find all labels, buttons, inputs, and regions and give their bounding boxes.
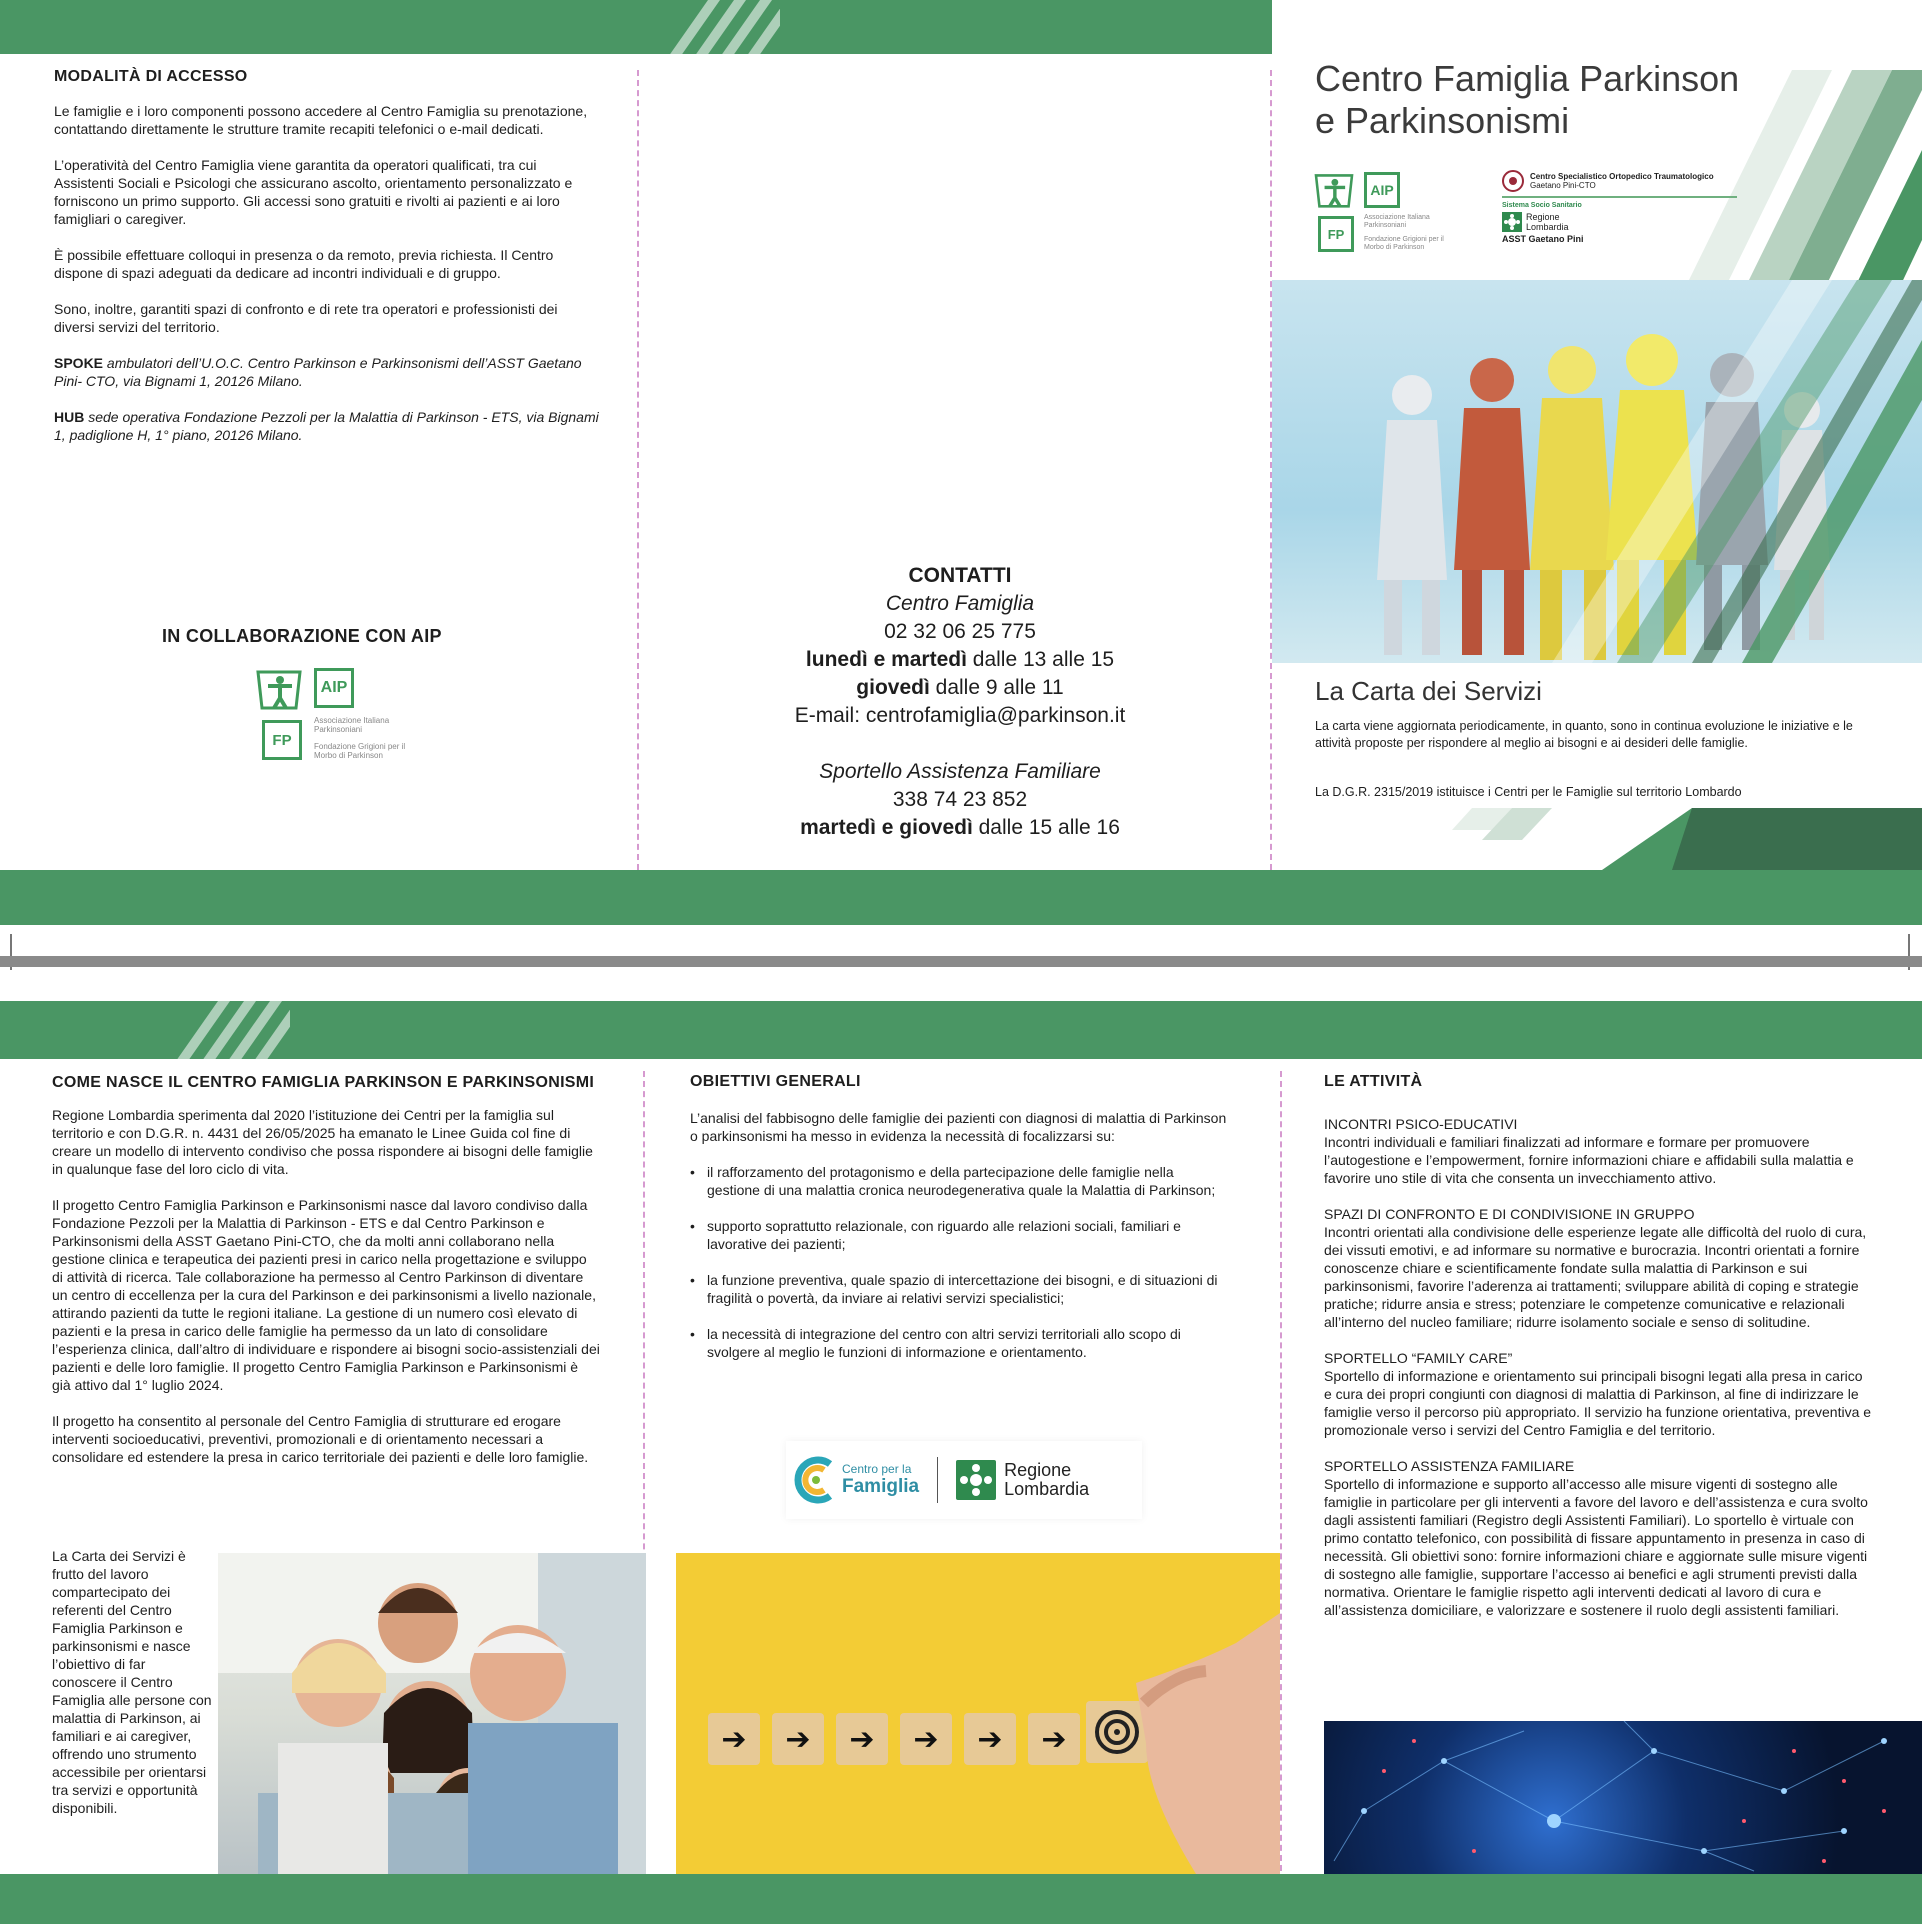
band-stripes [170, 1001, 290, 1059]
origin-panel [52, 1073, 600, 1484]
sistema-label: Sistema Socio Sanitario [1502, 202, 1582, 209]
cover-title-line: e Parkinsonismi [1315, 100, 1570, 141]
objective-text: il rafforzamento del protagonismo e della partecipazione delle famiglie nella gestione di una malattia cronica neurodegenerativa quale la Malattia di Parkinson; [707, 1164, 1216, 1198]
aip-caption: Associazione Italiana Parkinsoniani [314, 716, 390, 734]
activity-item [1324, 1349, 1872, 1439]
person-icon [256, 668, 302, 710]
hours-days: giovedì [856, 676, 930, 699]
contact-phone-1[interactable]: 02 32 06 25 775 [884, 620, 1036, 643]
contact-email[interactable]: E-mail: centrofamiglia@parkinson.it [794, 704, 1126, 727]
arrows-target-photo [676, 1553, 1280, 1874]
aip-mark: AIP [314, 668, 354, 708]
cto-line1: Centro Specialistico Ortopedico Traumatologico [1530, 172, 1714, 181]
brochure-inner-side [0, 1001, 1922, 1924]
fp-mark: FP [262, 720, 302, 760]
contact-hours-1 [700, 646, 1220, 674]
activity-heading: SPORTELLO “FAMILY CARE” [1324, 1350, 1513, 1366]
activity-item [1324, 1457, 1872, 1619]
asst-logo-block [1502, 170, 1742, 244]
network-photo [1324, 1721, 1922, 1874]
contact-centro: Centro Famiglia [885, 592, 1035, 615]
sheet-divider [0, 956, 1922, 967]
access-title: MODALITÀ DI ACCESSO [54, 68, 248, 85]
cto-seal-icon [1502, 170, 1524, 192]
activity-heading: SPAZI DI CONFRONTO E DI CONDIVISIONE IN GRUPPO [1324, 1206, 1695, 1222]
fp-caption: Fondazione Grigioni per il Morbo di Parkinson [314, 742, 406, 760]
spoke-address [54, 354, 599, 390]
hours-time: dalle 13 alle 15 [966, 648, 1115, 671]
activities-panel [1324, 1073, 1872, 1637]
arrows-target-image [676, 1553, 1280, 1874]
fp-mark: FP [1318, 216, 1354, 252]
objective-item: • la necessità di integrazione del centro con altri servizi territoriali allo scopo di svolgere al meglio le funzioni di informazione e orientamento. [690, 1326, 1181, 1360]
objective-text: supporto soprattutto relazionale, con riguardo alle relazioni sociali, familiari e lavorative dei pazienti; [707, 1218, 1181, 1252]
regione-lombardia-icon [956, 1460, 996, 1500]
svg-text:➔: ➔ [785, 1722, 811, 1757]
access-paragraph: Le famiglie e i loro componenti possono accedere al Centro Famiglia su prenotazione, contattando direttamente le strutture tramite recapiti telefonici o e-mail dedicati. [54, 103, 588, 137]
collaboration-title: IN COLLABORAZIONE CON AIP [162, 626, 442, 646]
origin-paragraph: Regione Lombardia sperimenta dal 2020 l’istituzione dei Centri per la famiglia sul territorio e con D.G.R. n. 4431 del 26/05/2025 ha emanato le Linee Guida col fine di creare un modello di intervento condiviso che possa rispondere ai bisogni delle famiglie in qualunque fase del loro ciclo di vita. [52, 1107, 593, 1177]
access-panel [54, 68, 599, 462]
origin-carta-paragraph: La Carta dei Servizi è frutto del lavoro compartecipato dei referenti del Centro Famiglia Parkinson e parkinsonismi e nasce l’obiettivo di far conoscere il Centro Famiglia alle persone con malattia di Parkinson, ai familiari e ai caregiver, offrendo uno strumento accessibile per orientarsi tra servizi e opportunità disponibili. [52, 1548, 212, 1816]
hours-time: dalle 15 alle 16 [972, 816, 1120, 839]
svg-text:➔: ➔ [1041, 1722, 1067, 1757]
svg-text:➔: ➔ [721, 1722, 747, 1757]
hours-time: dalle 9 alle 11 [929, 676, 1064, 699]
activity-item [1324, 1115, 1872, 1187]
dgr-text: La D.G.R. 2315/2019 istituisce i Centri per le Famiglie sul territorio Lombardo [1315, 785, 1742, 799]
contacts-block [700, 562, 1220, 842]
activity-text: Incontri individuali e familiari finalizzati ad informare e formare per promuovere l’autogestione e l’empowerment, fornire informazioni chiare e affidabili sulla malattia e favorire uno stile di vita che consenta un invecchiamento attivo. [1324, 1134, 1854, 1186]
objective-item: • il rafforzamento del protagonismo e della partecipazione delle famiglie nella gestione di una malattia cronica neurodegenerativa quale la Malattia di Parkinson; [690, 1164, 1216, 1198]
paper-people-photo [1272, 280, 1922, 663]
access-paragraph: L’operatività del Centro Famiglia viene garantita da operatori qualificati, tra cui Assistenti Sociali e Psicologi che assicurano ascolto, orientamento personalizzato e forniscono un primo supporto. Gli accessi sono gratuiti e rivolti ai pazienti e ai loro famigliari o caregiver. [54, 157, 573, 227]
objectives-list [690, 1163, 1230, 1361]
bottom-green-band [0, 870, 1922, 925]
svg-text:➔: ➔ [977, 1722, 1003, 1757]
activity-text: Sportello di informazione e orientamento sui principali bisogni legati alla presa in carico e cura dei propri congiunti con diagnosi di malattia di Parkinson, al fine di indirizzare le famiglie verso il percorso più appropriato. Il servizio ha funzione orientativa, preventiva e promozionale verso i servizi del Centro Famiglia e del territorio. [1324, 1368, 1872, 1438]
carta-title: La Carta dei Servizi [1315, 676, 1542, 706]
svg-text:➔: ➔ [913, 1722, 939, 1757]
fold-line-left [637, 70, 639, 870]
bottom-green-band [0, 1874, 1922, 1924]
spoke-label: SPOKE [54, 355, 104, 371]
contact-phone-2[interactable]: 338 74 23 852 [892, 788, 1028, 811]
cover-title-line: Centro Famiglia Parkinson [1315, 58, 1740, 99]
band-stripes [660, 0, 780, 54]
regione-line1: Regione [1526, 212, 1560, 222]
regione-line2: Lombardia [1526, 222, 1569, 232]
objectives-title: OBIETTIVI GENERALI [690, 1073, 861, 1090]
contact-sportello: Sportello Assistenza Familiare [819, 760, 1101, 783]
rl-line1: Regione [1004, 1460, 1072, 1480]
brochure-outer-side [0, 0, 1922, 925]
objective-text: la funzione preventiva, quale spazio di intercettazione dei bisogni, e di situazioni di fragilità o povertà, da inviare ai relativi servizi specialistici; [707, 1272, 1218, 1306]
regione-lombardia-icon [1502, 212, 1522, 232]
origin-paragraph: Il progetto Centro Famiglia Parkinson e Parkinsonismi nasce dal lavoro condiviso dalla Fondazione Pezzoli per la Malattia di Parkinson - ETS e dal Centro Parkinson e Parkinsonismi della ASST Gaetano Pini-CTO, che da molti anni collaborano nella gestione clinica e terapeutica dei pazienti presi in carico nella progettazione e sviluppo di attività di ricerca. Tale collaborazione ha permesso al Centro Parkinson di diventare un centro di eccellenza per la cura del Parkinson e dei parkinsonismi a livello nazionale, attirando pazienti da tutte le regioni italiane. La gestione di un numero così elevato di pazienti e la presa in carico delle famiglie ha permesso da un lato di consolidare l’esperienza clinica, dall’altro di individuare e rispondere ai bisogni socio-assistenziali dei pazienti e delle loro famiglie. Il progetto Centro Famiglia Parkinson e Parkinsonismi è già attivo dal 1° luglio 2024. [52, 1197, 600, 1393]
objectives-panel [690, 1073, 1230, 1379]
family-photo [218, 1553, 646, 1874]
objectives-intro: L’analisi del fabbisogno delle famiglie dei pazienti con diagnosi di malattia di Parkinson o parkinsonismi ha messo in evidenza la necessità di focalizzarsi su: [690, 1110, 1227, 1144]
contact-hours-2 [700, 674, 1220, 702]
fold-line-right [1280, 1071, 1282, 1871]
network-image [1324, 1721, 1922, 1874]
asst-label: ASST Gaetano Pini [1502, 234, 1584, 244]
hub-address [54, 408, 599, 444]
partner-logos [786, 1441, 1142, 1519]
activity-item [1324, 1205, 1872, 1331]
contacts-title: CONTATTI [908, 564, 1012, 587]
access-paragraph: È possibile effettuare colloqui in presenza o da remoto, previa richiesta. Il Centro dispone di spazi adeguati da dedicare ad incontri individuali e di gruppo. [54, 247, 554, 281]
objective-text: la necessità di integrazione del centro con altri servizi territoriali allo scopo di svolgere al meglio le funzioni di informazione e orientamento. [707, 1326, 1181, 1360]
aip-logo-small [1314, 170, 1464, 260]
fp-caption: Fondazione Grigioni per il Morbo di Parkinson [1364, 236, 1444, 251]
hub-label: HUB [54, 409, 85, 425]
activity-heading: INCONTRI PSICO-EDUCATIVI [1324, 1116, 1518, 1132]
activity-text: Sportello di informazione e supporto all’accesso alle misure vigenti di sostegno alle famiglie in particolare per gli interventi a favore del lavoro e dell’assistenza e cura svolto dagli assistenti familiari (Registro degli Assistenti Familiari). Lo sportello è virtuale con primo contatto telefonico, con possibilità di fissare appuntamento in presenza in caso di necessità. Gli obiettivi sono: fornire informazioni chiare e aggiornate sulle misure vigenti di sostegno alle famiglie, supportare l’accesso ai benefici e agli strumenti previsti dalla normativa. Orientare le famiglie rispetto agli interventi dedicati al lavoro di cura e all’assistenza domiciliare, e valorizzare e sostenere il ruolo degli assistenti familiari. [1324, 1476, 1868, 1618]
centro-famiglia-icon [794, 1454, 838, 1506]
cpf-line1: Centro per la [842, 1462, 912, 1476]
activity-text: Incontri orientati alla condivisione delle esperienze legate alle difficoltà del ruolo di cura, dei vissuti emotivi, e ad informare su normative e burocrazia. Incontri orientati a fornire conoscenze chiare e scientificamente fondate sulla malattia di Parkinson e sui parkinsonismi, favorire l’aderenza ai trattamenti; sviluppare abilità di coping e strategie pratiche; ridurre ansia e stress; potenziare le competenze comunicative e relazionali all’interno del nucleo familiare; ridurre isolamento sociale e senso di solitudine. [1324, 1224, 1867, 1330]
hours-days: lunedì e martedì [805, 648, 967, 671]
origin-paragraph: Il progetto ha consentito al personale del Centro Famiglia di strutturare ed erogare interventi socioeducativi, preventivi, promozionali e di orientamento necessari a consolidare ed estendere la presa in carico territoriale dei pazienti e delle loro famiglie. [52, 1413, 589, 1465]
cover-panel [1272, 0, 1922, 870]
activity-heading: SPORTELLO ASSISTENZA FAMILIARE [1324, 1458, 1575, 1474]
aip-caption: Associazione Italiana Parkinsoniani [1364, 214, 1430, 229]
paper-figures-image [1272, 280, 1922, 663]
arrow-blocks [708, 1701, 1148, 1765]
contact-hours-3 [700, 814, 1220, 842]
activities-title: LE ATTIVITÀ [1324, 1073, 1423, 1090]
svg-text:➔: ➔ [849, 1722, 875, 1757]
family-image [218, 1553, 646, 1874]
carta-text: La carta viene aggiornata periodicamente, in quanto, sono in continua evoluzione le iniziative e le attività proposte per rispondere al meglio ai bisogni e ai desideri delle famiglie. [1315, 719, 1853, 750]
hours-days: martedì e giovedì [800, 816, 973, 839]
aip-logo [256, 668, 436, 768]
access-paragraph: Sono, inoltre, garantiti spazi di confronto e di rete tra operatori e professionisti dei diversi servizi del territorio. [54, 301, 558, 335]
cover-title [1315, 58, 1739, 142]
aip-mark: AIP [1364, 172, 1400, 208]
hub-text: sede operativa Fondazione Pezzoli per la Malattia di Parkinson - ETS, via Bignami 1, padiglione H, 1° piano, 20126 Milano. [54, 409, 599, 443]
cpf-line2: Famiglia [842, 1476, 920, 1497]
top-green-band [0, 0, 1272, 54]
person-icon [1314, 172, 1354, 208]
rl-line2: Lombardia [1004, 1479, 1090, 1499]
cto-line2: Gaetano Pini-CTO [1530, 181, 1596, 190]
spoke-text: ambulatori dell’U.O.C. Centro Parkinson e Parkinsonismi dell’ASST Gaetano Pini- CTO, via Bignami 1, 20126 Milano. [54, 355, 582, 389]
origin-title: COME NASCE IL CENTRO FAMIGLIA PARKINSON E PARKINSONISMI [52, 1074, 595, 1091]
objective-item: • supporto soprattutto relazionale, con riguardo alle relazioni sociali, familiari e lavorative dei pazienti; [690, 1218, 1181, 1252]
objective-item: • la funzione preventiva, quale spazio di intercettazione dei bisogni, e di situazioni di fragilità o povertà, da inviare ai relativi servizi specialistici; [690, 1272, 1218, 1306]
